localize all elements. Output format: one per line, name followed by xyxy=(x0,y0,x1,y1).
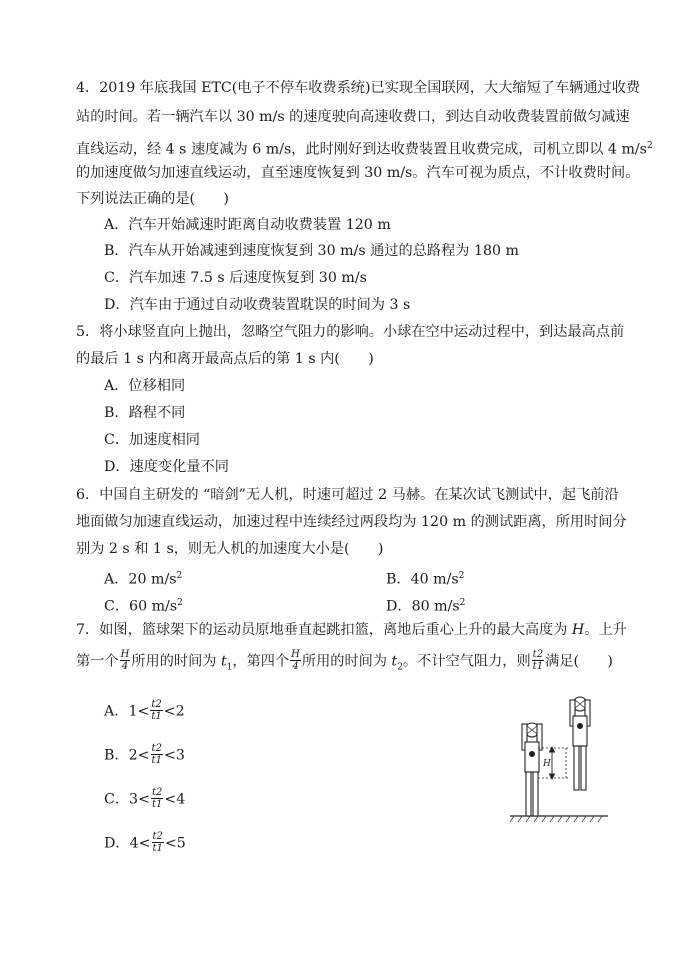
q7-t2-sub: 2 xyxy=(397,662,403,673)
q4-option-b[interactable]: B．汽车从开始减速到速度恢复到 30 m/s 通过的总路程为 180 m xyxy=(104,243,520,259)
q6-option-c-text: C．60 m/s xyxy=(104,598,178,615)
q6-option-b[interactable] xyxy=(386,566,464,590)
frac-den: 4 xyxy=(292,661,299,672)
ratio-num: t2 xyxy=(151,743,162,754)
q4-line-1: 4．2019 年底我国 ETC(电子不停车收费系统)已实现全国联网，大大缩短了车辆通过收费 xyxy=(76,80,641,96)
q7-line-1 xyxy=(76,620,627,640)
q4-line-5: 下列说法正确的是( ) xyxy=(76,191,229,207)
q7-option-c[interactable] xyxy=(104,788,185,811)
q6-line-3: 别为 2 s 和 1 s，则无人机的加速度大小是( ) xyxy=(76,541,384,557)
q4-line-3 xyxy=(76,136,653,160)
q7-line-2 xyxy=(76,650,613,677)
q5-option-b[interactable]: B．路程不同 xyxy=(104,405,186,421)
q7-t2: t xyxy=(391,653,398,670)
q6-sup-a: 2 xyxy=(176,571,183,581)
option-right: <2 xyxy=(163,703,185,720)
frac-num: H xyxy=(120,649,130,660)
ratio-fraction xyxy=(152,831,164,854)
q4-option-d[interactable]: D．汽车由于通过自动收费装置耽误的时间为 3 s xyxy=(104,297,411,313)
q7-l2-c: ，第四个 xyxy=(232,653,290,670)
option-left: 1< xyxy=(128,703,150,720)
frac-den: 4 xyxy=(121,661,129,672)
ratio-den: t1 xyxy=(151,755,162,766)
ratio-fraction xyxy=(151,743,163,766)
standing-player xyxy=(522,723,542,816)
q7-ratio-fraction xyxy=(532,649,544,672)
height-label: H xyxy=(543,759,551,769)
option-letter: C． xyxy=(104,791,130,808)
option-right: <5 xyxy=(164,835,186,852)
q6-option-d-text: D．80 m/s xyxy=(386,598,460,615)
option-left: 2< xyxy=(128,747,150,764)
q7-t1: t xyxy=(220,653,227,670)
q7-l2-e: 。不计空气阻力，则 xyxy=(402,653,531,670)
frac-num: H xyxy=(291,649,300,660)
option-letter: A． xyxy=(104,703,129,720)
q5-option-d[interactable]: D．速度变化量不同 xyxy=(104,459,229,475)
option-left: 3< xyxy=(129,791,150,808)
q6-sup-c: 2 xyxy=(177,598,183,608)
q5-option-a[interactable]: A．位移相同 xyxy=(104,378,186,394)
ratio-den: t1 xyxy=(152,843,163,854)
q7-height-var: H xyxy=(571,622,585,638)
option-letter: B． xyxy=(104,747,129,764)
q7-line-1-text: 7．如图，篮球架下的运动员原地垂直起跳扣篮，离地后重心上升的最大高度为 xyxy=(76,622,572,638)
q6-sup-d: 2 xyxy=(459,598,466,608)
q7-l2-f: 满足( ) xyxy=(545,653,613,670)
ratio-num: t2 xyxy=(151,787,163,798)
option-left: 4< xyxy=(129,835,151,852)
q6-line-2: 地面做匀加速直线运动，加速过程中连续经过两段均为 120 m 的测试距离，所用时间分 xyxy=(76,514,627,530)
q6-option-d[interactable] xyxy=(386,593,465,617)
q4-line-3-text: 直线运动，经 4 s 速度减为 6 m/s，此时刚好到达收费装置且收费完成，司机立即以 4 m/s xyxy=(76,141,647,158)
ratio-fraction xyxy=(151,787,163,810)
ratio-num: t2 xyxy=(532,649,544,660)
q4-option-a[interactable]: A．汽车开始减速时距离自动收费装置 120 m xyxy=(104,217,391,233)
q6-option-a-text: A．20 m/s xyxy=(104,571,177,588)
ratio-den: t1 xyxy=(532,661,544,672)
q5-line-2: 的最后 1 s 内和离开最高点后的第 1 s 内( ) xyxy=(76,351,374,367)
option-letter: D． xyxy=(104,835,130,852)
ground-hatching xyxy=(510,816,602,822)
q6-option-b-text: B．40 m/s xyxy=(386,571,459,588)
basketball-jump-figure xyxy=(508,690,610,826)
q7-t1-sub: 1 xyxy=(226,662,233,673)
ratio-fraction xyxy=(150,699,162,722)
q6-sup-b: 2 xyxy=(458,571,465,581)
q6-line-1: 6．中国自主研发的 “暗剑”无人机，时速可超过 2 马赫。在某次试飞测试中，起飞前沿 xyxy=(76,487,619,503)
q7-option-d[interactable] xyxy=(104,832,186,855)
q5-line-1: 5．将小球竖直向上抛出，忽略空气阻力的影响。小球在空中运动过程中，到达最高点前 xyxy=(76,324,625,340)
ratio-num: t2 xyxy=(152,831,163,842)
q6-option-a[interactable] xyxy=(104,566,182,590)
q7-fraction-h4-fourth xyxy=(290,649,301,672)
q7-line-1-end: 。上升 xyxy=(584,622,627,638)
q7-option-a[interactable] xyxy=(104,700,185,723)
ratio-den: t1 xyxy=(151,711,162,722)
q7-l2-b: 所用的时间为 xyxy=(131,653,221,670)
q4-sup: 2 xyxy=(646,141,653,151)
q6-option-c[interactable] xyxy=(104,593,183,617)
q4-line-2: 站的时间。若一辆汽车以 30 m/s 的速度驶向高速收费口，到达自动收费装置前做匀减速 xyxy=(76,109,630,125)
q5-option-c[interactable]: C．加速度相同 xyxy=(104,432,200,448)
q7-l2-a: 第一个 xyxy=(76,653,119,670)
ratio-num: t2 xyxy=(151,699,162,710)
q7-l2-d: 所用的时间为 xyxy=(301,653,392,670)
option-right: <4 xyxy=(164,791,186,808)
ratio-den: t1 xyxy=(151,799,163,810)
q4-line-4: 的加速度做匀加速直线运动，直至速度恢复到 30 m/s。汽车可视为质点，不计收费时间。 xyxy=(76,165,640,181)
jumping-player xyxy=(570,697,590,790)
q7-fraction-h4-first xyxy=(120,649,131,672)
q4-option-c[interactable]: C．汽车加速 7.5 s 后速度恢复到 30 m/s xyxy=(104,270,367,286)
q7-option-b[interactable] xyxy=(104,744,185,767)
option-right: <3 xyxy=(163,747,185,764)
